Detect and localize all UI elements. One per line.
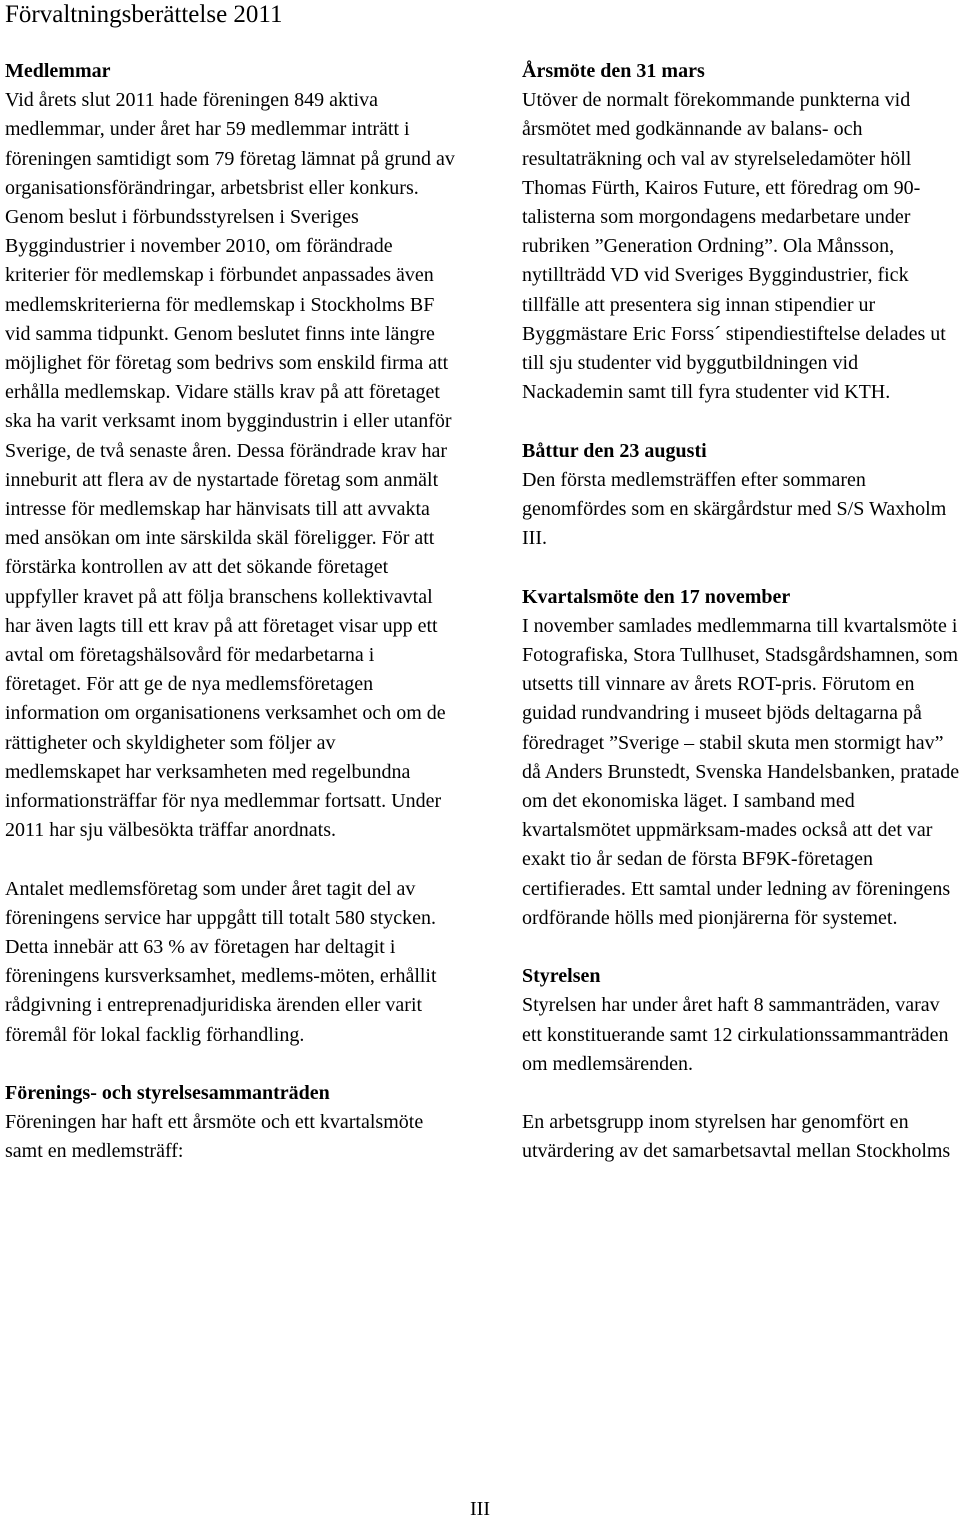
section-arsmote — [522, 57, 960, 407]
left-column — [5, 57, 455, 1167]
paragraph-gap — [522, 1079, 960, 1108]
section-sammantraden — [5, 1079, 455, 1167]
section-heading-battur: Båttur den 23 augusti — [522, 439, 707, 462]
section-heading-sammantraden: Förenings- och styrelsesammanträden — [5, 1082, 330, 1105]
section-kvartalsmote — [522, 583, 960, 933]
section-styrelsen — [522, 962, 960, 1079]
section-text-service: Antalet medlemsföretag som under året tagit del av föreningens service har uppgått till totalt 580 stycken. Detta innebär att 63 % av företagen har deltagit i föreningens kursverksamhet, medlems-möten, erhållit rådgivning i entreprenadjuridiska ärenden eller varit föremål för lokal facklig förhandling. — [5, 877, 437, 1046]
paragraph-gap — [522, 407, 960, 436]
paragraph-gap — [5, 845, 455, 874]
page-number: III — [470, 1498, 490, 1520]
section-text-medlemmar: Vid årets slut 2011 hade föreningen 849 aktiva medlemmar, under året har 59 medlemmar inträtt i föreningen samtidigt som 79 företag lämnat på grund av organisationsförändringar, arbetsbrist eller konkurs. Genom beslut i förbundsstyrelsen i Sveriges Byggindustrier i november 2010, om förändrade kriterier för medlemskap i förbundet anpassades även medlemskriterierna för medlemskap i Stockholms BF vid samma tidpunkt. Genom beslutet finns inte längre möjlighet för företag som bedrivs som enskild firma att erhålla medlemskap. Vidare ställs krav på att företaget ska ha varit verksamt inom byggindustrin i eller utanför Sverige, de två senaste åren. Dessa förändrade krav har inneburit att flera av de nystartade företag som anmält intresse för medlemskap har hänvisats till att avvakta med ansökan om inte särskilda skäl föreligger. För att förstärka kontrollen av att det sökande företaget uppfyller kravet på att följa branschens kollektivavtal har även lagts till ett krav på att företaget visar upp ett avtal om företagshälsovård för medarbetarna i företaget. För att ge de nya medlemsföretagen information om organisationens verksamhet och om de rättigheter och skyldigheter som följer av medlemskapet har verksamheten med regelbundna informationsträffar för nya medlemmar fortsatt. Under 2011 har sju välbesökta träffar anordnats. — [5, 89, 455, 842]
right-column — [522, 57, 960, 1167]
section-text-arsmote: Utöver de normalt förekommande punkterna vid årsmötet med godkännande av balans- och resultaträkning och val av styrelseledamöter höll Thomas Fürth, Kairos Future, ett föredrag om 90-talisterna som morgondagens medarbetare under rubriken ”Generation Ordning”. Ola Månsson, nytillträdd VD vid Sveriges Byggindustrier, fick tillfälle att presentera sig innan stipendier ur Byggmästare Eric Forss´ stipendiestiftelse delades ut till sju studenter vid byggutbildningen vid Nackademin samt till fyra studenter vid KTH. — [522, 89, 946, 404]
section-text-styrelsen: Styrelsen har under året haft 8 sammanträden, varav ett konstituerande samt 12 cirkulationssammanträden om medlemsärenden. — [522, 994, 949, 1075]
paragraph-gap — [522, 933, 960, 962]
section-heading-kvartalsmote: Kvartalsmöte den 17 november — [522, 585, 791, 608]
section-medlemmar — [5, 57, 455, 845]
section-battur — [522, 437, 960, 554]
section-text-arbetsgrupp: En arbetsgrupp inom styrelsen har genomfört en utvärdering av det samarbetsavtal mellan Stockholms — [522, 1111, 951, 1163]
section-text-sammantraden: Föreningen har haft ett årsmöte och ett kvartalsmöte samt en medlemsträff: — [5, 1111, 424, 1163]
paragraph-gap — [522, 553, 960, 582]
section-heading-arsmote: Årsmöte den 31 mars — [522, 60, 705, 82]
section-text-kvartalsmote: I november samlades medlemmarna till kvartalsmöte i Fotografiska, Stora Tullhuset, Stadsgårdshamnen, som utsetts till vinnare av årets ROT-pris. Förutom en guidad rundvandring i museet bjöds deltagarna på föredraget ”Sverige – stabil skuta men stormigt hav” då Anders Brunstedt, Svenska Handelsbanken, pratade om det ekonomiska läget. I samband med kvartalsmötet uppmärksam-mades också att det var exakt tio år sedan de första BF9K-företagen certifierades. Ett samtal under ledning av föreningens ordförande hölls med pionjärerna för systemet. — [522, 614, 960, 929]
section-arbetsgrupp — [522, 1108, 960, 1166]
section-heading-styrelsen: Styrelsen — [522, 965, 601, 988]
section-heading-medlemmar: Medlemmar — [5, 60, 111, 82]
section-service — [5, 875, 455, 1050]
page-title: Förvaltningsberättelse 2011 — [5, 1, 283, 28]
section-text-battur: Den första medlemsträffen efter sommaren genomfördes som en skärgårdstur med S/S Waxholm III. — [522, 468, 947, 550]
paragraph-gap — [5, 1050, 455, 1079]
